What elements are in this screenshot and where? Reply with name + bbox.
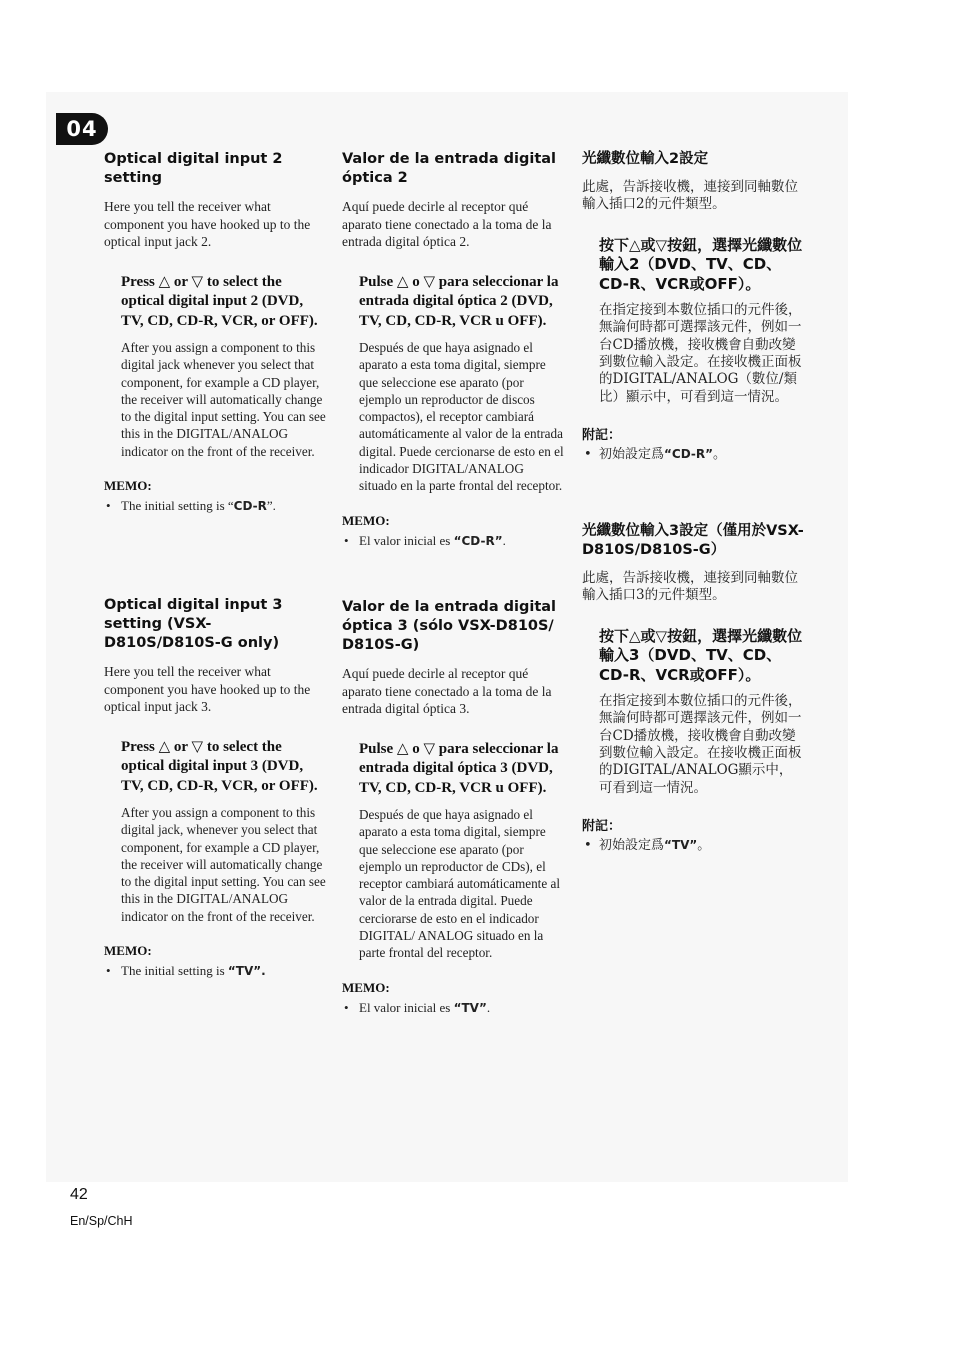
- chapter-badge: 04: [56, 113, 108, 145]
- es-section-optical-3: [342, 598, 564, 1017]
- memo-title: MEMO:: [342, 979, 390, 995]
- memo-title: MEMO:: [342, 512, 390, 528]
- en-section-optical-3: [104, 596, 326, 980]
- section-intro: 此處，告訴接收機，連接到同軸數位輸入插口2的元件類型。: [582, 179, 798, 213]
- memo-title: MEMO:: [104, 478, 152, 494]
- step-body: After you assign a component to this digital jack, whenever you select that component, for example a CD player, the receiver will automatically change to the digital input setting. You can see this in the DIGITAL/ANALOG indicator on the front of the receiver.: [121, 805, 326, 924]
- step-body: 在指定接到本數位插口的元件後，無論何時都可選擇該元件，例如一台CD播放機，接收機會自動改變到數位輸入設定。在接收機正面板的DIGITAL/ANALOG（數位/類比）顯示中，可看到這一情況。: [599, 302, 802, 405]
- zh-section-optical-3: [582, 522, 804, 854]
- section-intro: Here you tell the receiver what component you have hooked up to the optical input jack 2.: [104, 199, 311, 249]
- en-section-optical-2: [104, 150, 326, 515]
- section-title: Valor de la entrada digital óptica 3 (sólo VSX-D810S/ D810S-G): [342, 599, 557, 653]
- memo: [582, 424, 804, 463]
- section-intro: Aquí puede decirle al receptor qué aparato tiene conectado a la toma de la entrada digital óptica 3.: [342, 666, 552, 716]
- memo-item: • 初始設定爲“TV”。: [582, 837, 804, 854]
- memo-item: • 初始設定爲“CD-R”。: [582, 446, 804, 463]
- memo-item: • El valor inicial es “TV”.: [342, 999, 564, 1017]
- section-intro: 此處，告訴接收機，連接到同軸數位輸入插口3的元件類型。: [582, 570, 798, 604]
- memo: [104, 943, 326, 980]
- zh-section-optical-2: [582, 150, 804, 463]
- section-title: Valor de la entrada digital óptica 2: [342, 151, 557, 186]
- memo-title: 附記：: [582, 818, 622, 834]
- memo-title: MEMO:: [104, 943, 152, 959]
- section-title: 光纖數位輸入3設定（僅用於VSX-D810S/D810S-G）: [582, 523, 804, 558]
- language-code: En/Sp/ChH: [70, 1214, 133, 1228]
- memo: [582, 815, 804, 854]
- step-instruction: 按下△或▽按鈕，選擇光纖數位輸入2（DVD、TV、CD、CD-R、VCR或OFF）。: [599, 235, 803, 293]
- memo-item: • The initial setting is “CD-R”.: [104, 497, 326, 515]
- step-body: 在指定接到本數位插口的元件後，無論何時都可選擇該元件，例如一台CD播放機，接收機會自動改變到數位輸入設定。在接收機正面板的DIGITAL/ANALOG顯示中，可看到這一情況。: [599, 693, 802, 796]
- step-instruction: 按下△或▽按鈕，選擇光纖數位輸入3（DVD、TV、CD、CD-R、VCR或OFF）。: [599, 626, 803, 684]
- step-instruction: Pulse △ o ▽ para seleccionar la entrada digital óptica 2 (DVD, TV, CD, CD-R, VCR u OFF).: [359, 273, 559, 329]
- section-title: Optical digital input 2 setting: [104, 151, 283, 186]
- step-instruction: Press △ or ▽ to select the optical digital input 2 (DVD, TV, CD, CD-R, VCR, or OFF).: [121, 273, 318, 329]
- memo: [342, 980, 564, 1017]
- es-section-optical-2: [342, 150, 564, 550]
- section-title: Optical digital input 3 setting (VSX-D810S/D810S-G only): [104, 597, 283, 651]
- memo-item: • El valor inicial es “CD-R”.: [342, 532, 564, 550]
- page-number: 42: [70, 1186, 88, 1203]
- section-title: 光纖數位輸入2設定: [582, 151, 709, 167]
- section-intro: Here you tell the receiver what component you have hooked up to the optical input jack 3.: [104, 664, 311, 714]
- step-body: After you assign a component to this digital jack whenever you select that component, for example a CD player, the receiver will automatically change to the digital input setting. You can see this in the DIGITAL/ANALOG indicator on the front of the receiver.: [121, 340, 326, 459]
- step-body: Después de que haya asignado el aparato a esta toma digital, siempre que seleccione ese aparato (por ejemplo un reproductor de discos compactos), el receptor cambiará automáticamente al valor de la entrada digital. Puede cercionarse de esto en el indicador DIGITAL/ANALOG situado en la parte frontal del receptor.: [359, 340, 564, 494]
- section-intro: Aquí puede decirle al receptor qué aparato tiene conectado a la toma de la entrada digital óptica 2.: [342, 199, 552, 249]
- step-instruction: Pulse △ o ▽ para seleccionar la entrada digital óptica 3 (DVD, TV, CD, CD-R, VCR u OFF).: [359, 740, 559, 796]
- memo-title: 附記：: [582, 427, 622, 443]
- memo: [104, 478, 326, 515]
- step-instruction: Press △ or ▽ to select the optical digital input 3 (DVD, TV, CD, CD-R, VCR, or OFF).: [121, 738, 318, 794]
- memo: [342, 513, 564, 550]
- step-body: Después de que haya asignado el aparato a esta toma digital, siempre que seleccione ese aparato (por ejemplo un reproductor de CDs), el receptor cambiará automáticamente al valor de la entrada digital. Puede cerciorarse de esto en el indicador DIGITAL/ ANALOG situado en la parte frontal del receptor.: [359, 807, 560, 961]
- memo-item: • The initial setting is “TV”.: [104, 962, 326, 980]
